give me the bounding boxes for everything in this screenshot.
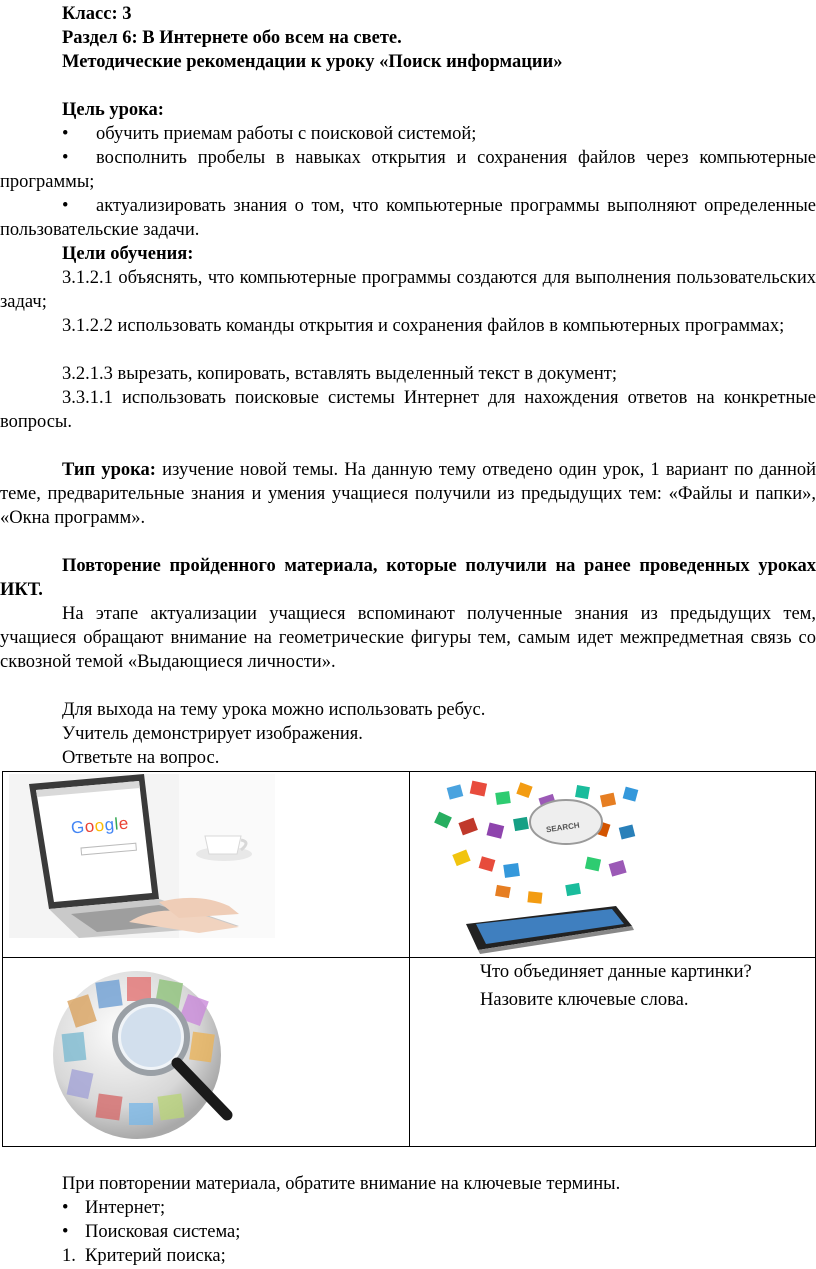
rebus-line: Для выхода на тему урока можно использовать ребус. <box>62 700 486 720</box>
objective-item: 3.1.2.2 использовать команды открытия и сохранения файлов в компьютерных программах; <box>62 316 785 336</box>
lesson-type-text: изучение новой темы. На данную тему отведено один урок, 1 вариант по данной теме, предварительные знания и умения учащиеся получили из предыдущих тем: «Файлы и папки», «Окна программ». <box>0 460 816 528</box>
list-item: • Поисковая система; <box>62 1222 241 1242</box>
tablet-apps-image <box>416 774 662 954</box>
review-paragraph: На этапе актуализации учащиеся вспоминают полученные знания из предыдущих тем, учащиеся обращают внимание на геометрические фигуры тем, самым идет межпредметная связь со сквозной темой «Выдающиеся личности». <box>0 604 816 672</box>
bullet-marker: • <box>62 124 69 144</box>
bullet-marker: • <box>62 1222 69 1242</box>
objectives-heading: Цели обучения: <box>62 244 194 264</box>
class-line: Класс: 3 <box>62 4 132 24</box>
teacher-line: Учитель демонстрирует изображения. <box>62 724 363 744</box>
review-heading: Повторение пройденного материала, которые получили на ранее проведенных уроках ИКТ. <box>0 556 816 600</box>
number-marker: 1. <box>62 1246 76 1266</box>
logo-letter: o <box>83 816 96 837</box>
logo-letter: o <box>93 815 106 836</box>
goal-bullet-2: • восполнить пробелы в навыках открытия и сохранения файлов через компьютерные программы; <box>0 148 816 192</box>
table-divider <box>3 957 815 958</box>
table-answer-prompt: Назовите ключевые слова. <box>480 990 689 1010</box>
goal-bullet-3: • актуализировать знания о том, что компьютерные программы выполняют определенные пользовательские задачи. <box>0 196 816 240</box>
goal-bullet-1: • обучить приемам работы с поисковой системой; <box>0 122 816 146</box>
lesson-type-label: Тип урока: <box>62 460 156 480</box>
globe-magnifier-icon <box>51 967 275 1143</box>
laptop-illustration <box>9 774 275 938</box>
objective-item: 3.2.1.3 вырезать, копировать, вставлять выделенный текст в документ; <box>62 364 618 384</box>
logo-letter: g <box>103 814 116 835</box>
method-title: Методические рекомендации к уроку «Поиск информации» <box>62 52 563 72</box>
bullet-marker: • <box>62 196 69 216</box>
list-item: 1. Критерий поиска; <box>62 1246 226 1266</box>
logo-letter: e <box>117 813 130 834</box>
google-logo <box>70 812 130 841</box>
picture-table <box>2 771 816 1147</box>
section-line: Раздел 6: В Интернете обо всем на свете. <box>62 28 402 48</box>
logo-letter: l <box>113 814 120 834</box>
tablet-illustration <box>416 774 662 954</box>
bullet-marker: • <box>62 148 69 168</box>
list-item: • Интернет; <box>62 1198 166 1218</box>
bullet-marker: • <box>62 1198 69 1218</box>
objective-item: 3.3.1.1 использовать поисковые системы Интернет для нахождения ответов на конкретные вопросы. <box>0 388 816 432</box>
laptop-image <box>9 774 275 938</box>
logo-letter: G <box>70 817 86 838</box>
terms-intro: При повторении материала, обратите внимание на ключевые термины. <box>62 1174 621 1194</box>
globe-search-image <box>51 967 275 1143</box>
question-line: Ответьте на вопрос. <box>62 748 220 768</box>
objective-item: 3.1.2.1 объяснять, что компьютерные программы создаются для выполнения пользовательских задач; <box>0 268 816 312</box>
lesson-type-paragraph <box>0 458 816 530</box>
table-divider <box>409 772 410 1146</box>
table-question: Что объединяет данные картинки? <box>480 962 752 982</box>
goal-heading: Цель урока: <box>62 100 164 120</box>
search-label: SEARCH <box>545 820 581 835</box>
